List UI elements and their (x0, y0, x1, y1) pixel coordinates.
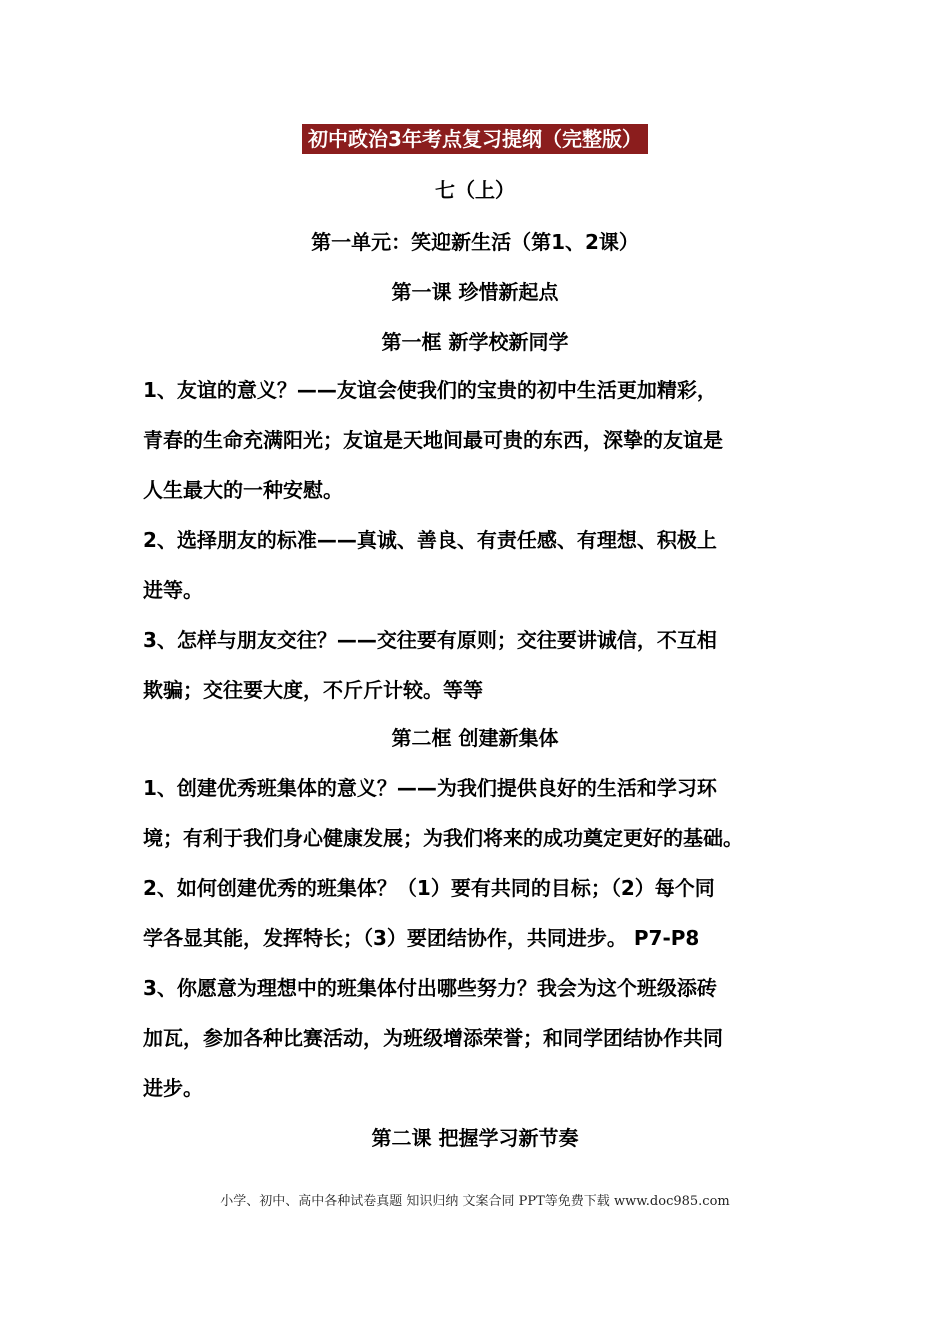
lesson1-heading: 第一课 珍惜新起点 (391, 280, 559, 304)
frame2-line-4: 学各显其能，发挥特长；（3）要团结协作，共同进步。 P7-P8 (143, 926, 700, 950)
frame1-content (143, 365, 823, 715)
frame1-line-3: 人生最大的一种安慰。 (143, 478, 343, 502)
frame1-line-7: 欺骗；交往要大度，不斤斤计较。等等 (143, 678, 483, 702)
frame2-line-2: 境；有利于我们身心健康发展；为我们将来的成功奠定更好的基础。 (143, 826, 743, 850)
frame1-line-4: 2、选择朋友的标准——真诚、善良、有责任感、有理想、积极上 (143, 528, 717, 552)
document-title: 初中政治3年考点复习提纲（完整版） (302, 124, 648, 154)
frame2-line-6: 加瓦，参加各种比赛活动，为班级增添荣誉；和同学团结协作共同 (143, 1026, 723, 1050)
title-wrapper (0, 124, 950, 154)
unit-heading: 第一单元：笑迎新生活（第1、2课） (311, 230, 639, 254)
frame2-heading: 第二框 创建新集体 (391, 726, 559, 750)
frame2-content (143, 763, 823, 1113)
frame1-heading: 第一框 新学校新同学 (381, 330, 569, 354)
frame1-line-5: 进等。 (143, 578, 203, 602)
frame2-line-5: 3、你愿意为理想中的班集体付出哪些努力？我会为这个班级添砖 (143, 976, 717, 1000)
frame2-line-3: 2、如何创建优秀的班集体？（1）要有共同的目标；（2）每个同 (143, 876, 715, 900)
grade-heading: 七（上） (435, 178, 515, 202)
lesson2-heading: 第二课 把握学习新节奏 (371, 1126, 579, 1150)
footer-text: 小学、初中、高中各种试卷真题 知识归纳 文案合同 PPT等免费下载 www.doc985.com (220, 1194, 730, 1209)
frame2-line-7: 进步。 (143, 1076, 203, 1100)
frame1-line-1: 1、友谊的意义？——友谊会使我们的宝贵的初中生活更加精彩， (143, 378, 717, 402)
frame1-line-6: 3、怎样与朋友交往？——交往要有原则；交往要讲诚信，不互相 (143, 628, 717, 652)
frame1-line-2: 青春的生命充满阳光；友谊是天地间最可贵的东西，深挚的友谊是 (143, 428, 723, 452)
frame2-line-1: 1、创建优秀班集体的意义？——为我们提供良好的生活和学习环 (143, 776, 717, 800)
